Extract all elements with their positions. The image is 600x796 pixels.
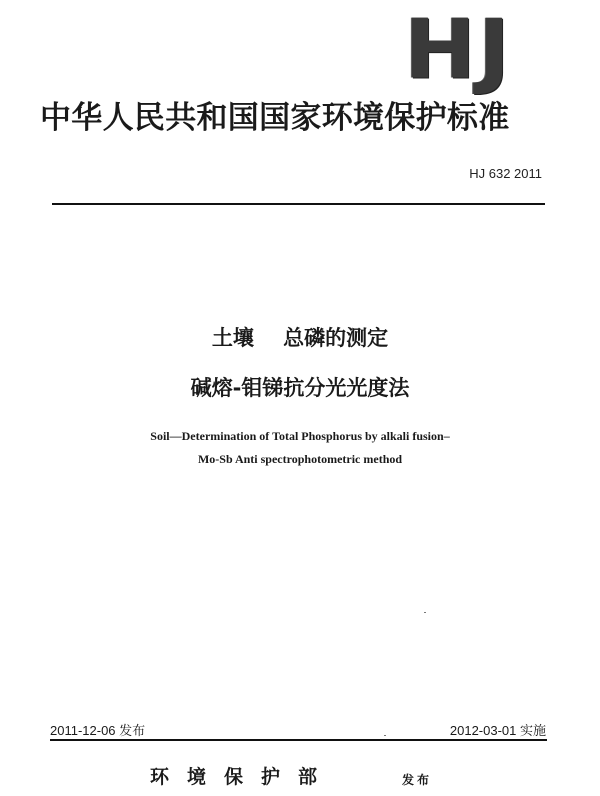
publisher-name: 环境保护部 [150,766,336,788]
bottom-divider [50,739,547,741]
top-divider [52,203,545,205]
issue-date: 2011-12-06 发布 [50,723,146,738]
standard-code: HJ 632 2011 [469,166,542,181]
scan-speck [424,612,426,613]
standard-organization-title: 中华人民共和国国家环境保护标准 [40,100,510,136]
implementation-date: 2012-03-01 实施 [449,723,546,738]
title-english-line-2: Mo-Sb Anti spectrophotometric method [197,452,403,466]
title-english-line-1: Soil—Determination of Total Phosphorus by alkali fusion– [150,429,450,443]
scan-speck [384,735,386,736]
title-chinese-line-1: 土壤 总磷的测定 [211,326,389,350]
title-chinese-line-2: 碱熔-钼锑抗分光光度法 [190,376,410,400]
publisher-suffix: 发布 [402,773,433,787]
hj-logo: HJ [404,2,512,98]
